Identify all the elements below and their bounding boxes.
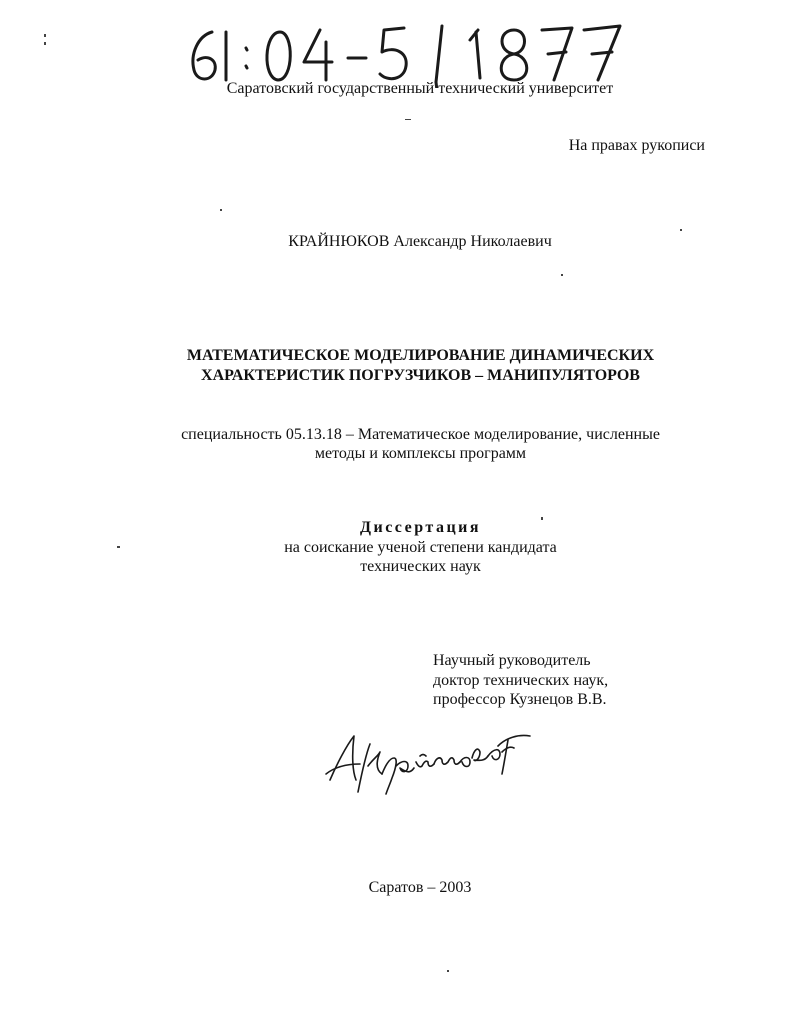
advisor-line: доктор технических наук, [433, 671, 609, 689]
specialty [0, 425, 791, 463]
scan-speck [541, 517, 543, 520]
dissertation-title [0, 346, 791, 386]
title-line: ХАРАКТЕРИСТИК ПОГРУЗЧИКОВ – МАНИПУЛЯТОРОВ [201, 367, 640, 384]
degree-line: на соискание ученой степени кандидата [284, 539, 557, 556]
scan-speck [561, 274, 563, 276]
university-name: Саратовский государственный технический университет [226, 80, 614, 97]
scan-speck [680, 229, 682, 231]
scan-speck [405, 119, 411, 120]
title-line: МАТЕМАТИЧЕСКОЕ МОДЕЛИРОВАНИЕ ДИНАМИЧЕСКИХ [186, 347, 655, 364]
advisor-line: Научный руководитель [433, 652, 591, 669]
handwritten-archive-number [180, 18, 640, 88]
scan-speck [44, 34, 46, 37]
place-and-year: Саратов – 2003 [368, 879, 472, 896]
dissertation-label: Диссертация [359, 519, 482, 536]
author-name: КРАЙНЮКОВ Александр Николаевич [288, 233, 552, 250]
scan-speck [447, 970, 449, 972]
scan-speck [117, 546, 120, 548]
scan-speck [44, 42, 46, 45]
specialty-line: методы и комплексы программ [314, 445, 527, 462]
scan-speck [220, 209, 222, 211]
degree-description [0, 538, 791, 576]
manuscript-rights-note: На правах рукописи [568, 137, 705, 154]
specialty-line: специальность 05.13.18 – Математическое моделирование, численные [181, 426, 660, 443]
advisor-line: профессор Кузнецов В.В. [433, 691, 607, 708]
degree-line: технических наук [360, 558, 481, 575]
author-signature [322, 722, 534, 806]
scientific-advisor [433, 651, 608, 710]
